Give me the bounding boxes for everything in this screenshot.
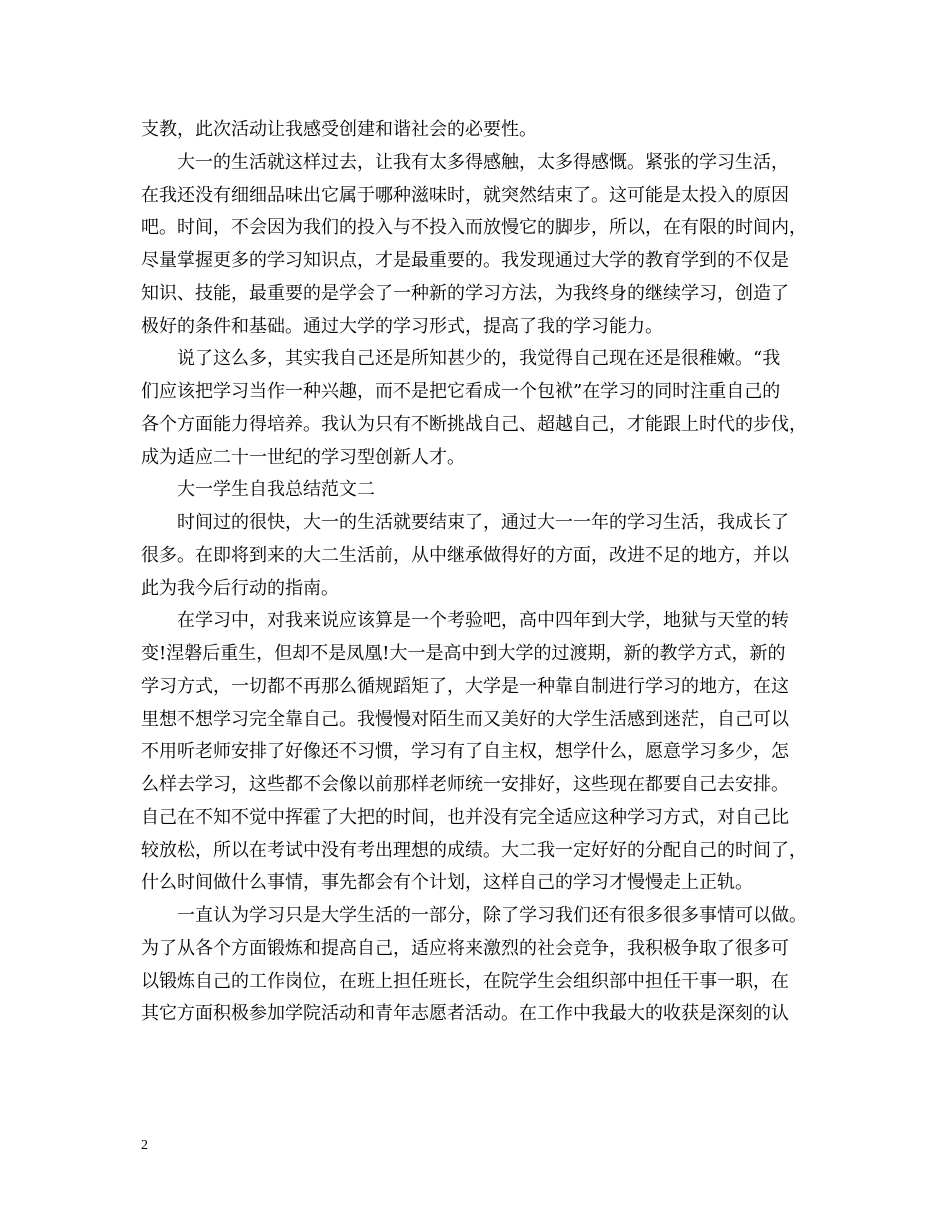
text-line: 成为适应二十一世纪的学习型创新人才。: [141, 446, 465, 468]
text-line: 不用听老师安排了好像还不习惯，学习有了自主权，想学什么，愿意学习多少，怎: [141, 741, 789, 763]
text-line: 尽量掌握更多的学习知识点，才是最重要的。我发现通过大学的教育学到的不仅是: [141, 250, 789, 271]
text-line: 支教，此次活动让我感受创建和谐社会的必要性。: [141, 119, 537, 140]
document-body: [141, 114, 831, 1031]
text-line: 其它方面积极参加学院活动和青年志愿者活动。在工作中我最大的收获是深刻的认: [141, 1003, 789, 1025]
text-line: 什么时间做什么事情，事先都会有个计划，这样自己的学习才慢慢走上正轨。: [141, 872, 753, 894]
text-line: 说了这么多，其实我自己还是所知甚少的，我觉得自己现在还是很稚嫩。“我: [177, 348, 781, 370]
text-line: 各个方面能力得培养。我认为只有不断挑战自己、超越自己，才能跟上时代的步伐，: [141, 413, 807, 435]
text-line: 吧。时间，不会因为我们的投入与不投入而放慢它的脚步，所以，在有限的时间内，: [141, 217, 807, 239]
text-line: 在学习中，对我来说应该算是一个考验吧，高中四年到大学，地狱与天堂的转: [177, 610, 789, 632]
text-line: 时间过的很快，大一的生活就要结束了，通过大一一年的学习生活，我成长了: [177, 512, 789, 533]
text-line: 大一的生活就这样过去，让我有太多得感触，太多得感慨。紧张的学习生活，: [177, 151, 789, 173]
text-line: 里想不想学习完全靠自己。我慢慢对陌生而又美好的大学生活感到迷茫，自己可以: [141, 708, 789, 730]
text-line: 极好的条件和基础。通过大学的学习形式，提高了我的学习能力。: [141, 315, 663, 337]
text-line: 为了从各个方面锻炼和提高自己，适应将来激烈的社会竞争，我积极争取了很多可: [141, 937, 789, 959]
text-line: 么样去学习，这些都不会像以前那样老师统一安排好，这些现在都要自己去安排。: [141, 774, 789, 795]
text-line: 此为我今后行动的指南。: [141, 577, 339, 599]
text-line: 以锻炼自己的工作岗位，在班上担任班长，在院学生会组织部中担任干事一职，在: [141, 970, 789, 992]
text-line: 自己在不知不觉中挥霍了大把的时间，也并没有完全适应这种学习方式，对自己比: [141, 806, 789, 828]
text-line: 们应该把学习当作一种兴趣，而不是把它看成一个包袱”在学习的同时注重自己的: [141, 381, 781, 402]
text-line: 很多。在即将到来的大二生活前，从中继承做得好的方面，改进不足的地方，并以: [141, 544, 789, 566]
text-line: 在我还没有细细品味出它属于哪种滋味时，就突然结束了。这可能是太投入的原因: [141, 184, 789, 206]
text-line: 学习方式，一切都不再那么循规蹈矩了，大学是一种靠自制进行学习的地方，在这: [141, 675, 789, 697]
page-number: 2: [141, 1138, 148, 1153]
text-line: 知识、技能，最重要的是学会了一种新的学习方法，为我终身的继续学习，创造了: [141, 282, 789, 304]
text-line: 大一学生自我总结范文二: [177, 479, 375, 501]
text-line: 一直认为学习只是大学生活的一部分，除了学习我们还有很多很多事情可以做。: [177, 905, 807, 926]
text-line: 变!涅磐后重生，但却不是凤凰!大一是高中到大学的过渡期，新的教学方式，新的: [141, 643, 786, 664]
text-line: 较放松，所以在考试中没有考出理想的成绩。大二我一定好好的分配自己的时间了，: [141, 839, 807, 861]
